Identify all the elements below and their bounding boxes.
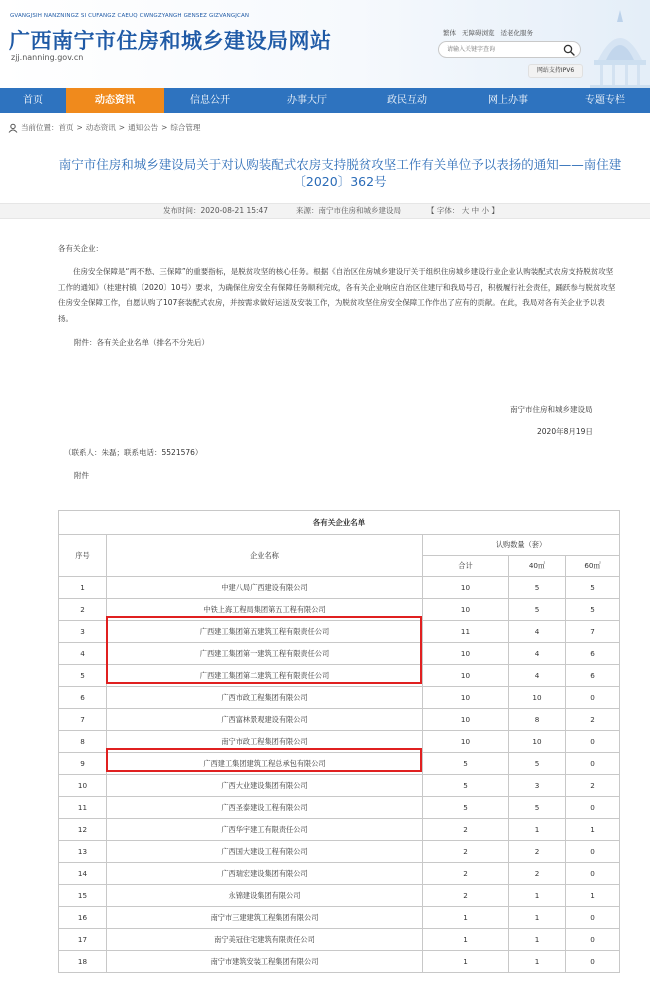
row-no: 10 — [59, 775, 107, 797]
row-company-name: 广西市政工程集团有限公司 — [107, 687, 423, 709]
row-60sqm: 0 — [566, 731, 620, 753]
row-total: 2 — [423, 841, 509, 863]
nav-special-topics[interactable]: 专题专栏 — [585, 95, 625, 106]
article-title-line-1: 南宁市住房和城乡建设局关于对认购装配式农房支持脱贫攻坚工作有关单位予以表扬的通知——南住建 — [58, 157, 622, 172]
row-no: 11 — [59, 797, 107, 819]
breadcrumb-separator: > — [118, 123, 126, 132]
contact-info: （联系人：朱磊；联系电话：5521576） — [64, 448, 203, 457]
row-total: 10 — [423, 709, 509, 731]
row-no: 14 — [59, 863, 107, 885]
row-60sqm: 0 — [566, 841, 620, 863]
row-company-name: 广西富林景观建设有限公司 — [107, 709, 423, 731]
table-row — [59, 621, 620, 643]
site-url: zjj.nanning.gov.cn — [11, 53, 84, 62]
row-total: 2 — [423, 885, 509, 907]
row-no: 2 — [59, 599, 107, 621]
article-title — [34, 156, 646, 190]
row-60sqm: 0 — [566, 797, 620, 819]
breadcrumb-notices[interactable]: 通知公告 — [128, 123, 159, 132]
row-total: 11 — [423, 621, 509, 643]
search-box — [438, 41, 581, 58]
enterprise-table — [58, 510, 620, 973]
row-company-name: 永锦建设集团有限公司 — [107, 885, 423, 907]
row-40sqm: 5 — [509, 797, 566, 819]
row-60sqm: 2 — [566, 709, 620, 731]
row-60sqm: 6 — [566, 643, 620, 665]
row-total: 10 — [423, 687, 509, 709]
row-no: 9 — [59, 753, 107, 775]
row-60sqm: 5 — [566, 599, 620, 621]
site-logo-title[interactable]: 广西南宁市住房和城乡建设局网站 — [9, 29, 332, 53]
row-company-name: 南宁市政工程集团有限公司 — [107, 731, 423, 753]
nav-info-disclosure[interactable]: 信息公开 — [190, 95, 230, 106]
header-total: 合计 — [423, 556, 509, 577]
ipv6-badge: 网站支持IPV6 — [528, 64, 583, 78]
row-40sqm: 4 — [509, 665, 566, 687]
row-40sqm: 1 — [509, 885, 566, 907]
table-row — [59, 665, 620, 687]
main-nav — [0, 88, 650, 113]
salutation: 各有关企业： — [58, 244, 103, 253]
breadcrumb-home[interactable]: 首页 — [58, 123, 74, 132]
landmark-building-icon — [590, 8, 650, 88]
header-40sqm: 40㎡ — [509, 556, 566, 577]
table-row — [59, 599, 620, 621]
row-60sqm: 0 — [566, 929, 620, 951]
table-row — [59, 797, 620, 819]
table-row — [59, 863, 620, 885]
search-input[interactable] — [447, 44, 559, 55]
header-qty: 认购数量（套） — [423, 535, 620, 556]
breadcrumb-separator: > — [161, 123, 168, 132]
row-total: 10 — [423, 577, 509, 599]
row-40sqm: 8 — [509, 709, 566, 731]
nav-home[interactable]: 首页 — [23, 95, 43, 106]
table-row — [59, 841, 620, 863]
row-total: 2 — [423, 863, 509, 885]
row-total: 1 — [423, 929, 509, 951]
article-source: 来源：南宁市住房和城乡建设局 — [296, 206, 401, 215]
row-company-name: 南宁市三建建筑工程集团有限公司 — [107, 907, 423, 929]
signature-date: 2020年8月19日 — [537, 427, 593, 436]
row-company-name: 广西瑞宏建设集团有限公司 — [107, 863, 423, 885]
row-total: 1 — [423, 907, 509, 929]
site-header — [0, 0, 650, 88]
row-40sqm: 3 — [509, 775, 566, 797]
row-company-name: 中建八局广西建设有限公司 — [107, 577, 423, 599]
search-icon[interactable] — [563, 44, 575, 56]
row-total: 1 — [423, 951, 509, 973]
table-row — [59, 929, 620, 951]
nav-news[interactable]: 动态资讯 — [66, 88, 164, 113]
row-40sqm: 1 — [509, 819, 566, 841]
row-company-name: 广西国大建设工程有限公司 — [107, 841, 423, 863]
nav-service-hall[interactable]: 办事大厅 — [287, 95, 327, 106]
link-accessibility[interactable]: 无障碍浏览 — [462, 29, 495, 37]
row-total: 5 — [423, 753, 509, 775]
breadcrumb-prefix: 当前位置： — [21, 123, 59, 132]
row-60sqm: 1 — [566, 819, 620, 841]
row-40sqm: 4 — [509, 643, 566, 665]
nav-online-service[interactable]: 网上办事 — [488, 95, 528, 106]
header-60sqm: 60㎡ — [566, 556, 620, 577]
row-total: 10 — [423, 731, 509, 753]
row-total: 10 — [423, 643, 509, 665]
enterprise-table-wrapper — [58, 510, 619, 973]
row-no: 7 — [59, 709, 107, 731]
row-40sqm: 4 — [509, 621, 566, 643]
table-row — [59, 819, 620, 841]
row-60sqm: 7 — [566, 621, 620, 643]
row-company-name: 广西建工集团建筑工程总承包有限公司 — [107, 753, 423, 775]
row-company-name: 广西大业建设集团有限公司 — [107, 775, 423, 797]
location-icon — [8, 123, 18, 133]
publish-time: 发布时间：2020-08-21 15:47 — [163, 206, 269, 215]
row-40sqm: 2 — [509, 841, 566, 863]
site-pinyin: GVANGJSIH NANZNINGZ SI CUFANGZ CAEUQ CWNGZYANGH GENSEZ GIZVANGJCAN — [10, 13, 250, 19]
table-row — [59, 775, 620, 797]
row-no: 18 — [59, 951, 107, 973]
row-company-name: 广西建工集团第二建筑工程有限责任公司 — [107, 665, 423, 687]
table-row — [59, 731, 620, 753]
row-company-name: 广西圣泰建设工程有限公司 — [107, 797, 423, 819]
breadcrumb-general[interactable]: 综合管理 — [170, 123, 201, 132]
row-40sqm: 5 — [509, 577, 566, 599]
row-no: 5 — [59, 665, 107, 687]
row-total: 10 — [423, 599, 509, 621]
breadcrumb-news[interactable]: 动态资讯 — [85, 123, 116, 132]
signature-org: 南宁市住房和城乡建设局 — [510, 405, 593, 414]
row-total: 10 — [423, 665, 509, 687]
row-no: 4 — [59, 643, 107, 665]
row-60sqm: 0 — [566, 687, 620, 709]
breadcrumb — [8, 122, 200, 133]
row-company-name: 广西建工集团第五建筑工程有限责任公司 — [107, 621, 423, 643]
row-no: 12 — [59, 819, 107, 841]
row-total: 2 — [423, 819, 509, 841]
row-no: 6 — [59, 687, 107, 709]
link-traditional[interactable]: 繁体 — [443, 29, 456, 37]
row-60sqm: 2 — [566, 775, 620, 797]
row-total: 5 — [423, 797, 509, 819]
row-company-name: 南宁美冠住宅建筑有限责任公司 — [107, 929, 423, 951]
row-no: 13 — [59, 841, 107, 863]
row-40sqm: 1 — [509, 907, 566, 929]
table-row — [59, 753, 620, 775]
link-elderly-mode[interactable]: 适老化服务 — [500, 29, 533, 37]
row-company-name: 中铁上海工程局集团第五工程有限公司 — [107, 599, 423, 621]
attachment-note: 附件：各有关企业名单（排名不分先后） — [74, 338, 209, 347]
table-row — [59, 577, 620, 599]
row-40sqm: 10 — [509, 731, 566, 753]
top-links — [443, 28, 539, 37]
row-40sqm: 1 — [509, 951, 566, 973]
article-meta-bar — [0, 203, 650, 219]
row-60sqm: 0 — [566, 907, 620, 929]
row-no: 15 — [59, 885, 107, 907]
row-40sqm: 10 — [509, 687, 566, 709]
article-paragraph: 住房安全保障是“两不愁、三保障”的重要指标，是脱贫攻坚的核心任务。根据《自治区住房城乡建设厅关于组织住房城乡建设行业企业认购装配式农房支持脱贫攻坚工作的通知》（桂建村镇〔2020〕10号）要求，为确保住房安全有保障任务顺利完成，各有关企业响应自治区住建厅和我局号召，积极履行社会责任，踊跃参与脱贫攻坚住房安全保障工作，自愿认购了107套装配式农房，并按需求做好运送及安装工作，为脱贫攻坚住房安全保障工作作出了应有的贡献。在此，我局对各有关企业予以表扬。 — [58, 267, 616, 323]
table-body — [59, 577, 620, 973]
font-size-control[interactable]: 【 字体： 大 中 小 】 — [427, 206, 499, 215]
row-60sqm: 1 — [566, 885, 620, 907]
row-60sqm: 0 — [566, 753, 620, 775]
row-no: 8 — [59, 731, 107, 753]
table-row — [59, 643, 620, 665]
row-40sqm: 1 — [509, 929, 566, 951]
row-60sqm: 5 — [566, 577, 620, 599]
table-row — [59, 687, 620, 709]
header-name: 企业名称 — [107, 535, 423, 577]
row-60sqm: 0 — [566, 951, 620, 973]
attachment-label: 附件 — [74, 471, 89, 480]
table-caption: 各有关企业名单 — [59, 511, 620, 535]
row-60sqm: 0 — [566, 863, 620, 885]
article-title-line-2: 〔2020〕362号 — [293, 174, 387, 189]
table-row — [59, 907, 620, 929]
nav-interaction[interactable]: 政民互动 — [387, 95, 427, 106]
row-40sqm: 5 — [509, 599, 566, 621]
table-row — [59, 951, 620, 973]
row-no: 3 — [59, 621, 107, 643]
row-40sqm: 5 — [509, 753, 566, 775]
breadcrumb-separator: > — [76, 123, 83, 132]
row-40sqm: 2 — [509, 863, 566, 885]
row-no: 16 — [59, 907, 107, 929]
row-company-name: 广西建工集团第一建筑工程有限责任公司 — [107, 643, 423, 665]
row-60sqm: 6 — [566, 665, 620, 687]
row-total: 5 — [423, 775, 509, 797]
header-no: 序号 — [59, 535, 107, 577]
table-row — [59, 885, 620, 907]
row-no: 17 — [59, 929, 107, 951]
row-company-name: 南宁市建筑安装工程集团有限公司 — [107, 951, 423, 973]
table-row — [59, 709, 620, 731]
row-company-name: 广西华宇建工有限责任公司 — [107, 819, 423, 841]
row-no: 1 — [59, 577, 107, 599]
